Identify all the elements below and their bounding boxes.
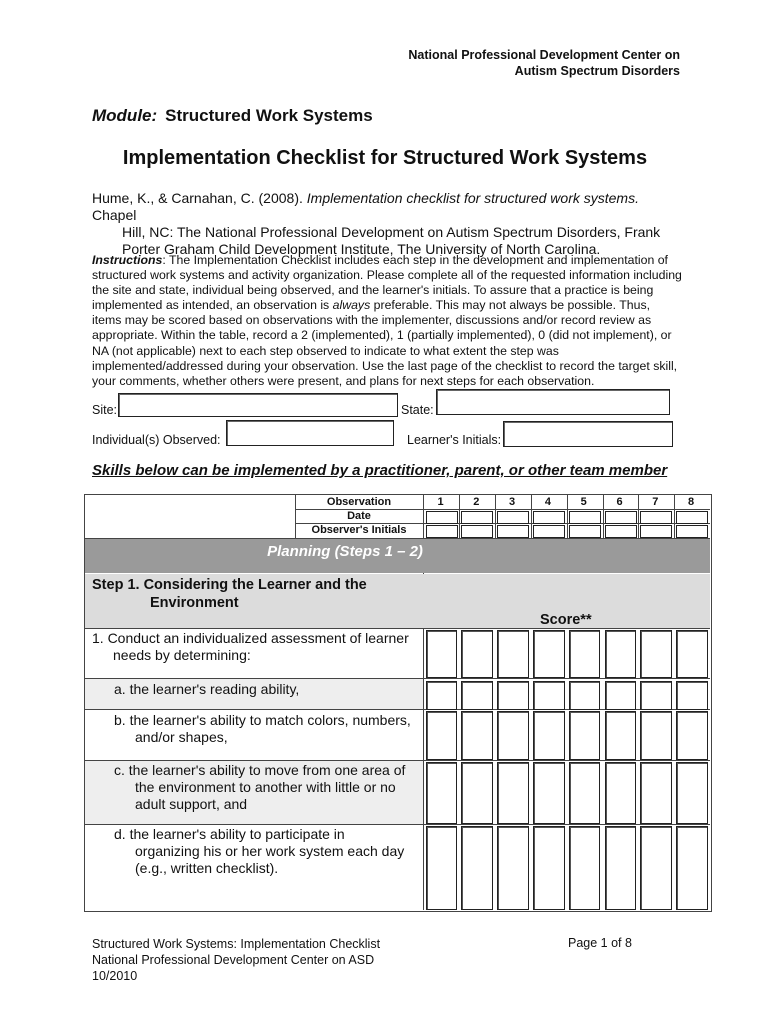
- initials-input-2[interactable]: [461, 525, 493, 538]
- state-input[interactable]: [436, 389, 670, 415]
- score-input-row3-obs6[interactable]: [605, 711, 637, 760]
- date-input-4[interactable]: [533, 511, 565, 524]
- score-input-row5-obs1[interactable]: [426, 826, 458, 910]
- score-input-row5-obs6[interactable]: [605, 826, 637, 910]
- step-1-line-2: Environment: [150, 595, 239, 611]
- step-1-heading: [92, 576, 367, 612]
- state-label: State:: [401, 403, 434, 417]
- score-input-row1-obs4[interactable]: [533, 630, 565, 678]
- footer-line-1: Structured Work Systems: Implementation Checklist: [92, 937, 381, 951]
- score-input-row3-obs1[interactable]: [426, 711, 458, 760]
- instructions-always: always: [332, 298, 371, 313]
- observation-col-6: 6: [616, 496, 623, 508]
- score-input-row2-obs5[interactable]: [569, 681, 601, 710]
- date-label: Date: [347, 510, 371, 522]
- row-1-line-2: needs by determining:: [113, 647, 251, 663]
- score-input-row4-obs2[interactable]: [461, 762, 493, 824]
- row-c-line-1: c. the learner's ability to move from one area of: [114, 762, 406, 778]
- score-input-row2-obs1[interactable]: [426, 681, 458, 710]
- score-input-row4-obs3[interactable]: [497, 762, 529, 824]
- citation-work: Implementation checklist for structured work systems.: [306, 190, 639, 206]
- score-input-row3-obs2[interactable]: [461, 711, 493, 760]
- row-a-line-1: a. the learner's reading ability,: [114, 681, 300, 697]
- instructions-label: Instructions: [92, 253, 163, 267]
- row-c-line-2: the environment to another with little or no: [135, 779, 396, 795]
- score-input-row5-obs8[interactable]: [676, 826, 708, 910]
- score-input-row5-obs5[interactable]: [569, 826, 601, 910]
- site-label: Site:: [92, 403, 118, 417]
- score-input-row1-obs2[interactable]: [461, 630, 493, 678]
- date-input-7[interactable]: [640, 511, 672, 524]
- score-input-row3-obs5[interactable]: [569, 711, 601, 760]
- date-input-8[interactable]: [676, 511, 708, 524]
- score-input-row1-obs1[interactable]: [426, 630, 458, 678]
- instructions-text-1: : The Implementation Checklist includes each step in the development and implementation of structured work systems and activity organization. Please complete all of the requested information including the site and state, individual being observed, and the learner's initials. To assure that a practice is being implemented as intended, an observation is: [92, 253, 682, 313]
- page-number: Page 1 of 8: [568, 936, 632, 950]
- score-input-row4-obs6[interactable]: [605, 762, 637, 824]
- page-title: Implementation Checklist for Structured Work Systems: [122, 147, 648, 169]
- score-input-row3-obs3[interactable]: [497, 711, 529, 760]
- section-title: Planning (Steps 1 – 2): [267, 543, 423, 560]
- org-line-1: National Professional Development Center on: [408, 48, 680, 62]
- score-input-row5-obs4[interactable]: [533, 826, 565, 910]
- individual-label: Individual(s) Observed:: [92, 433, 221, 447]
- citation-authors: Hume, K., & Carnahan, C. (2008).: [92, 190, 303, 206]
- observation-col-3: 3: [509, 496, 516, 508]
- score-input-row2-obs2[interactable]: [461, 681, 493, 710]
- score-input-row4-obs7[interactable]: [640, 762, 672, 824]
- score-input-row3-obs7[interactable]: [640, 711, 672, 760]
- row-b-line-2: and/or shapes,: [135, 729, 228, 745]
- initials-input-1[interactable]: [426, 525, 458, 538]
- row-d-line-3: (e.g., written checklist).: [135, 860, 279, 876]
- row-1-line-1: 1. Conduct an individualized assessment of learner: [92, 630, 409, 646]
- citation-line-2: Hill, NC: The National Professional Development on Autism Spectrum Disorders, Frank: [122, 224, 661, 240]
- initials-input-4[interactable]: [533, 525, 565, 538]
- score-input-row2-obs3[interactable]: [497, 681, 529, 710]
- score-input-row1-obs7[interactable]: [640, 630, 672, 678]
- site-input[interactable]: [118, 393, 398, 417]
- module-name: Structured Work Systems: [165, 106, 373, 125]
- observers-initials-label: Observer's Initials: [311, 524, 407, 536]
- date-input-5[interactable]: [569, 511, 601, 524]
- org-header: [408, 47, 680, 79]
- score-input-row2-obs6[interactable]: [605, 681, 637, 710]
- initials-input-7[interactable]: [640, 525, 672, 538]
- footer-line-2: National Professional Development Center on ASD: [92, 953, 375, 967]
- section-planning: [85, 539, 710, 573]
- observation-col-4: 4: [544, 496, 551, 508]
- score-input-row2-obs7[interactable]: [640, 681, 672, 710]
- instructions-text-2: preferable. This may not always be possible. Thus, items may be scored based on observations with the implementer, discussions and/or record review as appropriate. Within the table, record a 2 (implemented), 1 (partially implemented), 0 (did not implement), or NA (not applicable) next to each step observed to indicate to what extent the step was implemented/addressed during your observation. Use the last page of the checklist to record the target skill, your comments, whether others were present, and plans for next steps for each observation.: [92, 298, 678, 388]
- score-input-row4-obs8[interactable]: [676, 762, 708, 824]
- date-input-3[interactable]: [497, 511, 529, 524]
- score-input-row3-obs8[interactable]: [676, 711, 708, 760]
- date-input-6[interactable]: [605, 511, 637, 524]
- row-d-line-1: d. the learner's ability to participate in: [114, 826, 345, 842]
- row-c-line-3: adult support, and: [135, 796, 248, 812]
- row-b-line-1: b. the learner's ability to match colors, numbers,: [114, 712, 411, 728]
- observation-col-5: 5: [580, 496, 587, 508]
- module-line: [92, 106, 373, 126]
- score-input-row4-obs1[interactable]: [426, 762, 458, 824]
- row-1-text: [92, 630, 409, 664]
- row-b-text: [114, 712, 411, 746]
- date-input-2[interactable]: [461, 511, 493, 524]
- observation-col-7: 7: [652, 496, 659, 508]
- date-input-1[interactable]: [426, 511, 458, 524]
- footer-line-3: 10/2010: [92, 969, 138, 983]
- citation-place-start: Chapel: [92, 207, 137, 223]
- score-input-row4-obs5[interactable]: [569, 762, 601, 824]
- score-input-row1-obs5[interactable]: [569, 630, 601, 678]
- score-input-row3-obs4[interactable]: [533, 711, 565, 760]
- initials-input[interactable]: [503, 421, 673, 447]
- observation-col-1: 1: [437, 496, 444, 508]
- score-input-row1-obs6[interactable]: [605, 630, 637, 678]
- module-label: Module:: [92, 106, 158, 125]
- score-input-row5-obs3[interactable]: [497, 826, 529, 910]
- score-input-row5-obs7[interactable]: [640, 826, 672, 910]
- citation-line-3: Porter Graham Child Development Institute, The University of North Carolina.: [122, 241, 601, 257]
- row-c-text: [114, 762, 405, 813]
- org-line-2: Autism Spectrum Disorders: [514, 64, 680, 78]
- row-d-text: [114, 826, 404, 877]
- step-1-line-1: Step 1. Considering the Learner and the: [92, 577, 367, 593]
- footer: [92, 936, 380, 984]
- observation-label: Observation: [326, 496, 392, 508]
- instructions: [92, 253, 682, 389]
- score-input-row1-obs8[interactable]: [676, 630, 708, 678]
- initials-input-3[interactable]: [497, 525, 529, 538]
- individual-input[interactable]: [226, 420, 394, 446]
- initials-input-6[interactable]: [605, 525, 637, 538]
- initials-input-8[interactable]: [676, 525, 708, 538]
- score-input-row2-obs4[interactable]: [533, 681, 565, 710]
- score-input-row2-obs8[interactable]: [676, 681, 708, 710]
- skills-heading: Skills below can be implemented by a practitioner, parent, or other team member: [92, 462, 668, 479]
- initials-label: Learner's Initials:: [407, 433, 502, 447]
- score-label: Score**: [540, 612, 592, 628]
- citation: [92, 190, 682, 258]
- score-input-row4-obs4[interactable]: [533, 762, 565, 824]
- score-input-row5-obs2[interactable]: [461, 826, 493, 910]
- row-a-text: [114, 681, 299, 698]
- initials-input-5[interactable]: [569, 525, 601, 538]
- observation-col-8: 8: [688, 496, 695, 508]
- observation-col-2: 2: [473, 496, 480, 508]
- score-input-row1-obs3[interactable]: [497, 630, 529, 678]
- row-d-line-2: organizing his or her work system each day: [135, 843, 405, 859]
